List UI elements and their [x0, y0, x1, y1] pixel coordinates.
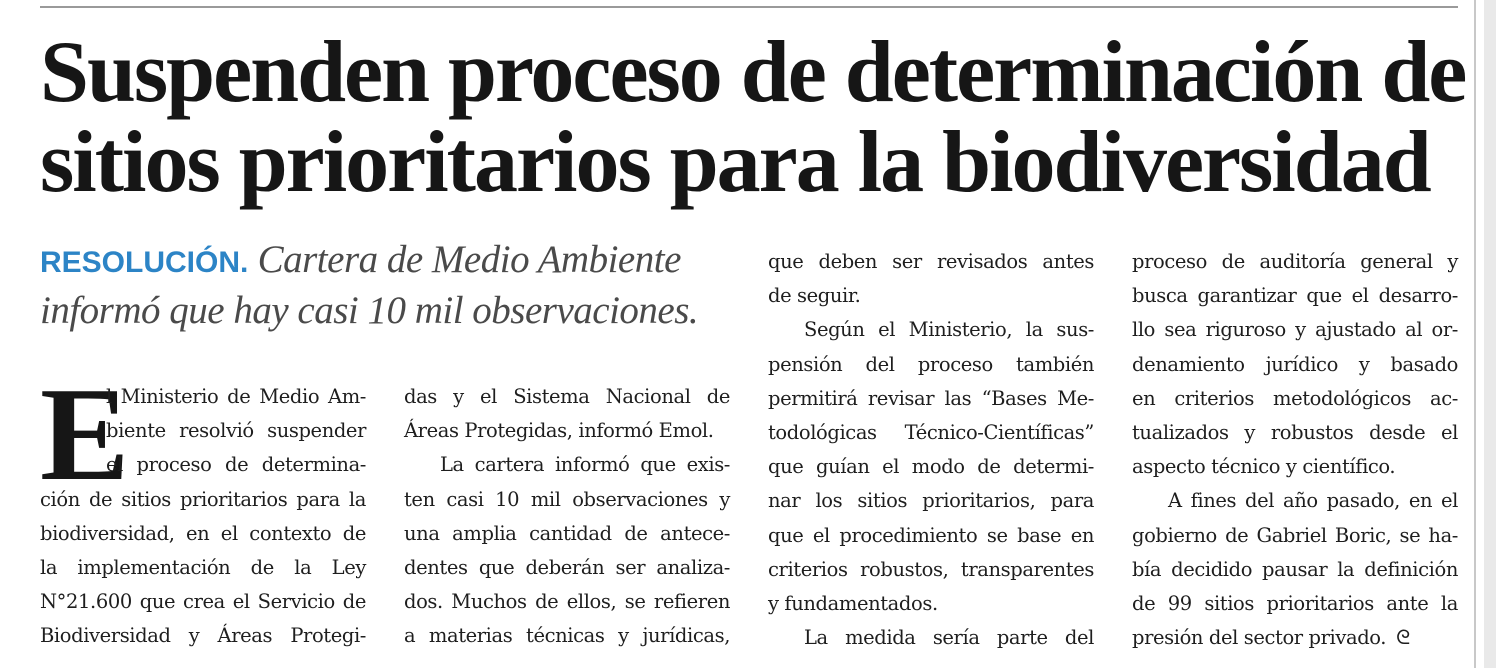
body-line: pensión del proceso también [768, 352, 1094, 376]
body-line: la implementación de la Ley [40, 556, 366, 580]
body-line: l Ministerio de Medio Am- [106, 385, 366, 408]
article-headline [40, 24, 1466, 211]
body-line: A fines del año pasado, en el [1168, 489, 1458, 513]
body-line: N°21.600 que crea el Servicio de [40, 590, 366, 614]
body-line: bía decidido pausar la definición [1132, 557, 1458, 581]
body-line-text: presión del sector privado. [1132, 626, 1387, 650]
body-line: de 99 sitios prioritarios ante la [1132, 592, 1458, 616]
body-line: biodiversidad, en el contexto de [40, 521, 366, 545]
deck-kicker: RESOLUCIÓN. [40, 246, 249, 279]
body-line: ción de sitios prioritarios para la [40, 487, 366, 511]
body-line: que deben ser revisados antes [768, 250, 1094, 273]
body-line: Según el Ministerio, la sus- [804, 318, 1094, 342]
body-line: de seguir. [768, 284, 861, 308]
body-line: y fundamentados. [768, 592, 938, 616]
body-line: dentes que deberán ser analiza- [404, 556, 730, 580]
body-column-4 [1132, 245, 1458, 655]
end-of-article-icon: ᘓ [1396, 627, 1410, 650]
body-line: biente resolvió suspender [106, 419, 366, 443]
body-line: todológicas Técnico-Científicas” [768, 421, 1094, 445]
deck-line-2: informó que hay casi 10 mil observaciones. [40, 289, 699, 332]
headline-line-2: sitios prioritarios para la biodiversidad [40, 114, 1430, 211]
body-line: La cartera informó que exis- [440, 453, 730, 477]
body-line: tualizados y robustos desde el [1132, 421, 1458, 445]
body-line: aspecto técnico y científico. [1132, 455, 1396, 479]
top-rule [40, 6, 1458, 8]
body-line: das y el Sistema Nacional de [404, 385, 730, 408]
body-line: busca garantizar que el desarro- [1132, 284, 1458, 308]
article-deck [40, 236, 740, 335]
body-line: que el procedimiento se base en [768, 523, 1094, 547]
body-line-last [1132, 621, 1458, 655]
body-line: proceso de auditoría general y [1132, 250, 1458, 273]
body-line: una amplia cantidad de antece- [404, 521, 730, 545]
body-line: que guían el modo de determi- [768, 455, 1094, 479]
body-line: permitirá revisar las “Bases Me- [768, 386, 1094, 410]
body-line: el proceso de determina- [106, 453, 366, 477]
body-line: llo sea riguroso y ajustado al or- [1132, 318, 1458, 342]
body-line: gobierno de Gabriel Boric, se ha- [1132, 523, 1458, 547]
body-line: ten casi 10 mil observaciones y [404, 487, 730, 511]
column-divider-rule [1474, 0, 1476, 668]
body-column-1 [40, 360, 366, 654]
adjacent-page-edge [1484, 0, 1496, 668]
deck-line-1 [40, 236, 740, 287]
drop-cap: E [40, 360, 130, 508]
body-line: nar los sitios prioritarios, para [768, 489, 1094, 513]
body-column-2 [404, 380, 730, 654]
body-line: a materias técnicas y jurídicas, [404, 624, 730, 648]
body-line: La medida sería parte del [804, 626, 1094, 650]
deck-text-1: Cartera de Medio Ambiente [257, 238, 681, 281]
body-line: Biodiversidad y Áreas Protegi- [40, 624, 366, 648]
body-line: denamiento jurídico y basado [1132, 352, 1458, 376]
body-line: en criterios metodológicos ac- [1132, 386, 1458, 410]
headline-line-1: Suspenden proceso de determinación de [40, 24, 1466, 121]
body-column-3 [768, 245, 1094, 655]
body-line: Áreas Protegidas, informó Emol. [404, 419, 714, 443]
body-line: dos. Muchos de ellos, se refieren [404, 590, 730, 614]
body-line: criterios robustos, transparentes [768, 557, 1094, 581]
